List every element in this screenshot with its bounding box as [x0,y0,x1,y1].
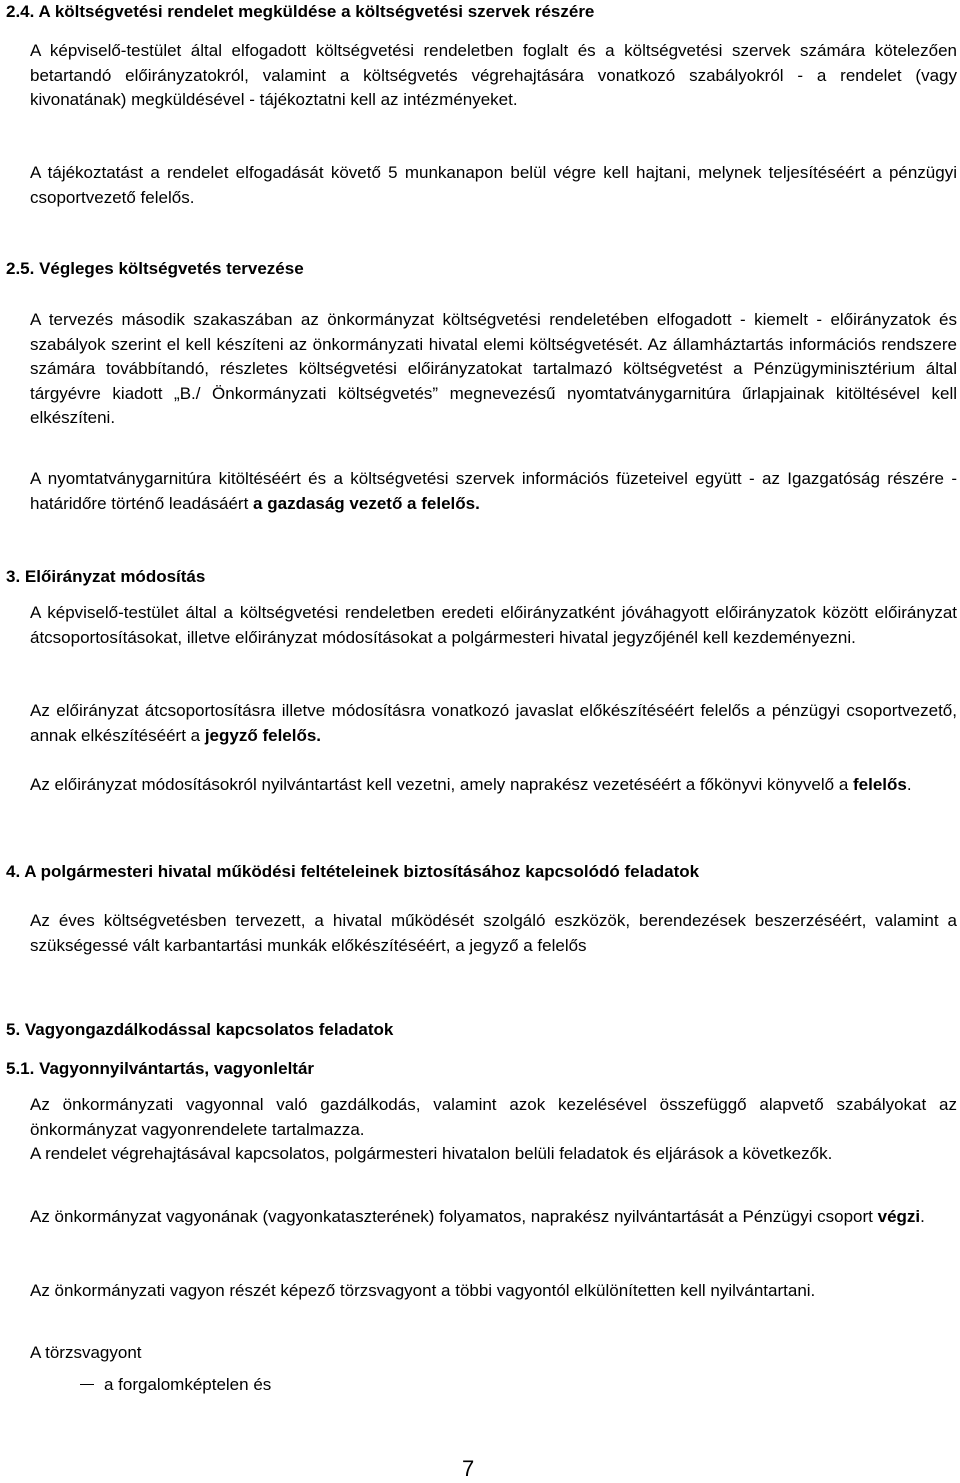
section-heading-2-4: 2.4. A költségvetési rendelet megküldése a költségvetési szervek részére [6,2,595,21]
paragraph [30,699,957,748]
page-number: 7 [462,1456,475,1481]
emphasis-text: végzi [877,1207,921,1226]
paragraph-text: Az önkormányzat vagyonának (vagyonkataszterének) folyamatos, naprakész nyilvántartását a Pénzügyi csoport [30,1207,878,1226]
dash-bullet-icon [80,1384,94,1385]
paragraph-text: . [920,1207,925,1226]
paragraph: Az önkormányzati vagyon részét képező törzsvagyont a többi vagyontól elkülönítetten kell nyilvántartani. [30,1281,816,1300]
paragraph [30,773,957,798]
paragraph-text: Az előirányzat módosításokról nyilvántartást kell vezetni, amely naprakész vezetéséért a főkönyvi könyvelő a [30,775,854,794]
paragraph [30,467,957,516]
emphasis-text: a gazdaság vezető a felelős. [253,493,480,513]
paragraph-text: A tervezés második szakaszában az önkormányzat költségvetési rendeletében elfogadott - kiemelt - előirányzatok és szabályok szerint el kell készíteni az önkormányzati hivatal elemi költségvetését. [30,310,957,354]
paragraph-text: . [906,775,912,794]
list-item [80,1373,271,1398]
paragraph: A törzsvagyont [30,1343,142,1362]
paragraph: A képviselő-testület által a költségvetési rendeletben eredeti előirányzatként jóváhagyott előirányzatok között előirányzat átcsoportosításokat, illetve előirányzat módosításokat a polgármesteri hivatal jegyzőjénél kell kezdeményezni. [30,603,957,647]
paragraph: A tájékoztatást a rendelet elfogadását követő 5 munkanapon belül végre kell hajtani, melynek teljesítéséért a pénzügyi csoportvezető felelős. [30,163,957,207]
emphasis-text: felelős [853,775,907,794]
section-heading-5-1: 5.1. Vagyonnyilvántartás, vagyonleltár [6,1059,315,1078]
paragraph: Az éves költségvetésben tervezett, a hivatal működését szolgáló eszközök, berendezések beszerzéséért, valamint a szükségessé vált karbantartási munkák előkészítéséért, a jegyző a felelős [30,911,957,955]
section-heading-4: 4. A polgármesteri hivatal működési feltételeinek biztosításához kapcsolódó feladatok [6,862,700,881]
paragraph-text: Az államháztartás információs rendszere számára továbbítandó, részletes költségvetési előirányzatokat tartalmazó költségvetést a Pénzügyminisztérium által tárgyévre kiadott „B./ Önkormányzati költségvetés” megnevezésű nyomtatványgarnitúra űrlapjainak kitöltésével kell elkészíteni. [30,334,957,427]
paragraph-text: A nyomtatványgarnitúra kitöltéséért és a költségvetési szervek információs füzeteivel együtt - az Igazgatóság részére - határidőre történő leadásáért [30,469,957,513]
section-heading-5: 5. Vagyongazdálkodással kapcsolatos feladatok [6,1020,394,1039]
list-item-text: a forgalomképtelen és [104,1375,272,1394]
section-heading-2-5: 2.5. Végleges költségvetés tervezése [6,259,304,278]
paragraph [30,1205,957,1230]
section-heading-3: 3. Előirányzat módosítás [6,567,206,586]
paragraph-text: Az előirányzat átcsoportosításra illetve módosításra vonatkozó javaslat előkészítéséért felelős a pénzügyi csoportvezető, annak elkészítéséért a [30,701,957,745]
paragraph: A rendelet végrehajtásával kapcsolatos, polgármesteri hivatalon belüli feladatok és eljárások a következők. [30,1144,833,1163]
paragraph: A képviselő-testület által elfogadott költségvetési rendeletben foglalt és a költségvetési szervek számára kötelezően betartandó előirányzatokról, valamint a költségvetés végrehajtására vonatkozó szabályokról - a rendelet (vagy kivonatának) megküldésével - tájékoztatni kell az intézményeket. [30,41,957,109]
emphasis-text: jegyző felelős. [204,725,322,745]
paragraph [30,308,957,431]
paragraph: Az önkormányzati vagyonnal való gazdálkodás, valamint azok kezelésével összefüggő alapvető szabályokat az önkormányzat vagyonrendelete tartalmazza. [30,1095,957,1139]
